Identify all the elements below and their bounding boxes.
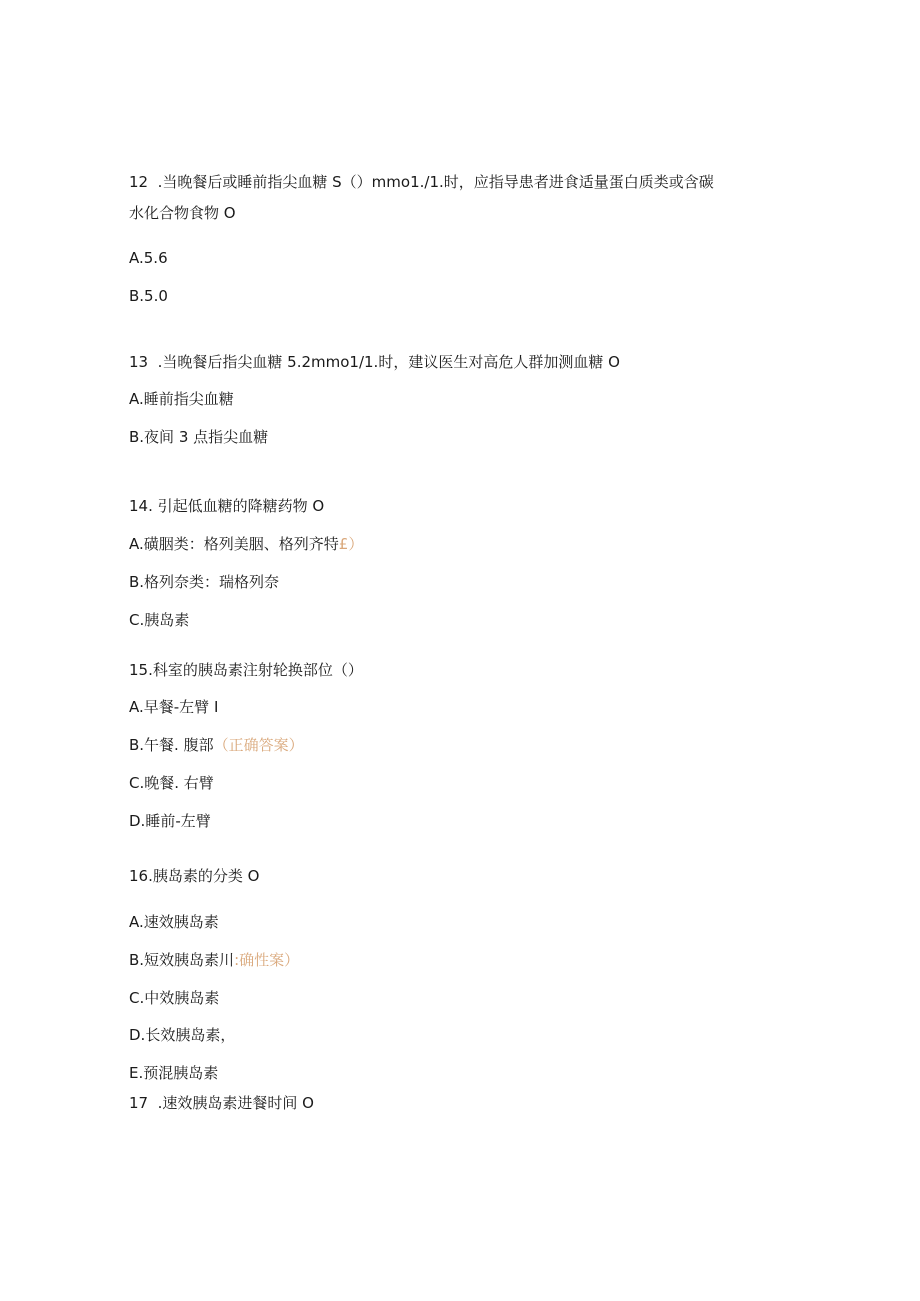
question-12-text-line-1: 12 .当晚餐后或睡前指尖血糖 S（）mmo1./1.时，应指导患者进食适量蛋白质类或含碳 [129,173,714,191]
question-16-option-a: A.速效胰岛素 [129,913,219,931]
question-14-option-a-label: A.磺胭类：格列美胭、格列齐特 [129,535,339,553]
question-16-option-d: D.长效胰岛素， [129,1026,236,1044]
question-14-option-a [129,534,363,554]
question-14-option-c: C.胰岛素 [129,611,190,629]
question-15-text: 15.科室的胰岛素注射轮换部位（） [129,661,363,679]
question-16-text: 16.胰岛素的分类 O [129,867,260,885]
question-15-option-a: A.早餐-左臂 I [129,698,219,716]
question-13-option-b: B.夜间 3 点指尖血糖 [129,428,269,446]
question-12-option-a: A.5.6 [129,249,168,267]
question-15-option-b [129,735,304,755]
correct-answer-mark: :确性案） [234,951,300,969]
question-13-text: 13 .当晚餐后指尖血糖 5.2mmo1/1.时，建议医生对高危人群加测血糖 O [129,353,620,371]
question-16-option-c: C.中效胰岛素 [129,989,220,1007]
answer-mark: £） [338,535,364,553]
question-16-option-b-label: B.短效胰岛素川 [129,951,235,969]
question-13-option-a: A.睡前指尖血糖 [129,390,234,408]
question-14-option-b: B.格列奈类：瑞格列奈 [129,573,280,591]
question-16-option-e: E.预混胰岛素 [129,1064,219,1082]
correct-answer-mark: （正确答案） [213,736,304,754]
question-14-text: 14. 引起低血糖的降糖药物 O [129,497,325,515]
question-15-option-d: D.睡前-左臂 [129,812,211,830]
question-12-text-line-2: 水化合物食物 O [129,204,236,222]
question-12-option-b: B.5.0 [129,287,168,305]
question-17-text: 17 .速效胰岛素进餐时间 O [129,1094,314,1112]
question-15-option-c: C.晚餐. 右臂 [129,774,214,792]
question-15-option-b-label: B.午餐. 腹部 [129,736,214,754]
question-16-option-b [129,950,299,970]
